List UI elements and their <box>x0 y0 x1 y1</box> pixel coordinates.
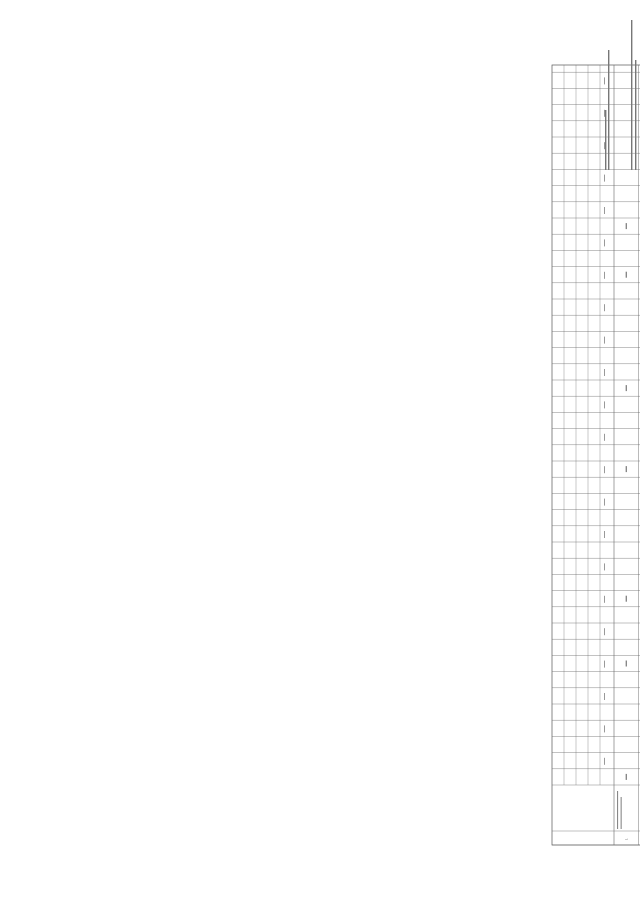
header-cell-mark <box>604 304 605 311</box>
name-text-line <box>617 791 618 829</box>
header-cell-mark <box>604 272 605 279</box>
header-cell-mark <box>604 77 605 84</box>
header-cell-mark <box>604 337 605 344</box>
cell-value-mark <box>626 774 627 780</box>
header-cell-mark <box>604 239 605 246</box>
header-cell-mark <box>604 401 605 408</box>
header-cell-mark <box>604 207 605 214</box>
cell-value-mark <box>626 661 627 667</box>
cell-value-mark <box>626 223 627 229</box>
header-cell-mark <box>604 693 605 700</box>
cell-value-mark <box>626 385 627 391</box>
header-cell-mark <box>604 725 605 732</box>
header-cell-mark <box>604 142 605 149</box>
header-cell-mark <box>604 434 605 441</box>
header-cell-mark <box>604 110 605 117</box>
header-cell-mark <box>604 596 605 603</box>
cell-value-mark <box>626 596 627 602</box>
header-cell-mark <box>604 563 605 570</box>
header-cell-mark <box>604 628 605 635</box>
row-number: 1 <box>624 838 629 840</box>
header-cell-mark <box>604 499 605 506</box>
cell-value-mark <box>626 272 627 278</box>
header-cell-mark <box>604 531 605 538</box>
header-cell-mark <box>604 175 605 182</box>
header-cell-mark <box>604 758 605 765</box>
name-text-line <box>621 797 622 829</box>
header-cell-mark <box>604 369 605 376</box>
cell-value-mark <box>626 466 627 472</box>
header-cell-mark <box>604 466 605 473</box>
header-cell-mark <box>604 661 605 668</box>
